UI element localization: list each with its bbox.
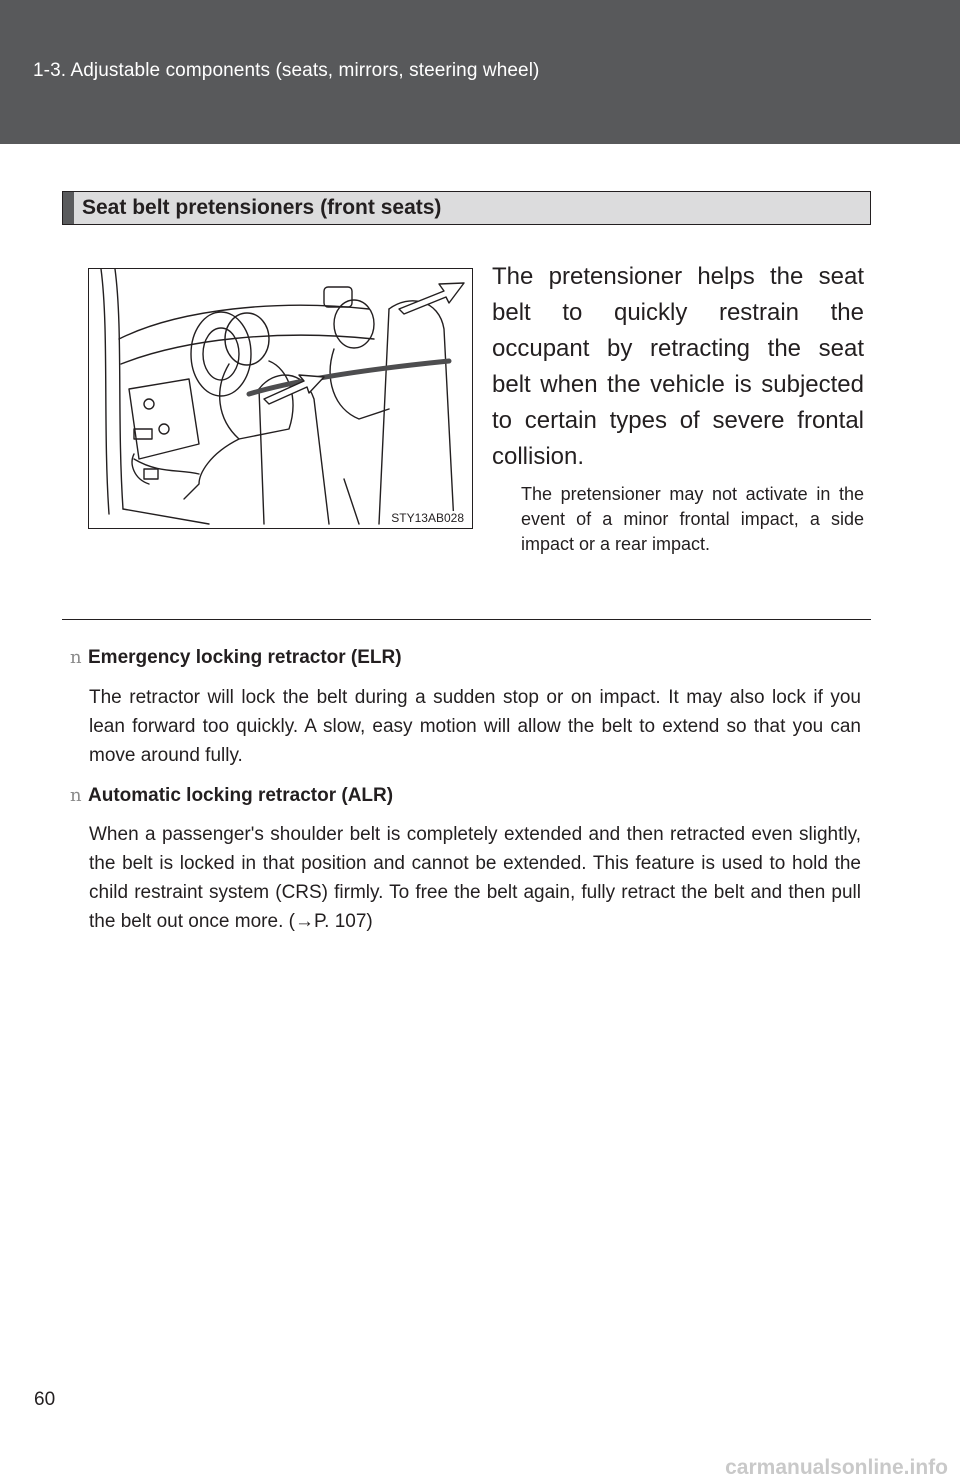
figure-code: STY13AB028 (391, 511, 464, 525)
bullet-marker-icon: n (70, 785, 82, 806)
item-body-elr: The retractor will lock the belt during a sudden stop or on impact. It may also lock if you lean forward too quickly. A slow, easy motion will allow the belt to extend so that you can move around fully. (89, 687, 861, 766)
item-heading-alr (70, 785, 393, 807)
watermark-text: carmanualsonline.info (725, 1456, 948, 1479)
lead-paragraph: The pretensioner helps the seat belt to quickly restrain the occupant by retracting the seat belt when the vehicle is subjected to certain types of severe frontal collision. (492, 263, 864, 470)
item-title: Emergency locking retractor (ELR) (88, 647, 402, 668)
section-heading-bar (63, 192, 74, 224)
section-title: Seat belt pretensioners (front seats) (82, 196, 442, 219)
bullet-marker-icon: n (70, 647, 82, 668)
pretensioner-figure (88, 268, 473, 529)
item-heading-elr (70, 647, 402, 669)
section-divider (62, 619, 871, 620)
section-heading (62, 191, 871, 225)
chapter-title: 1-3. Adjustable components (seats, mirrors, steering wheel) (33, 60, 540, 81)
item-body-alr: When a passenger's shoulder belt is completely extended and then retracted even slightly, the belt is locked in that position and cannot be extended. This feature is used to hold the child restraint system (CRS) firmly. To free the belt again, fully retract the belt and then pull the belt out once more. (→P. 107) (89, 824, 861, 932)
note-paragraph: The pretensioner may not activate in the event of a minor frontal impact, a side impact or a rear impact. (521, 484, 864, 554)
seat-belt-pretensioner-icon (89, 269, 473, 529)
header-band (0, 0, 960, 144)
page-number: 60 (34, 1389, 56, 1410)
watermark-strip (0, 1452, 960, 1484)
item-title: Automatic locking retractor (ALR) (88, 785, 394, 806)
